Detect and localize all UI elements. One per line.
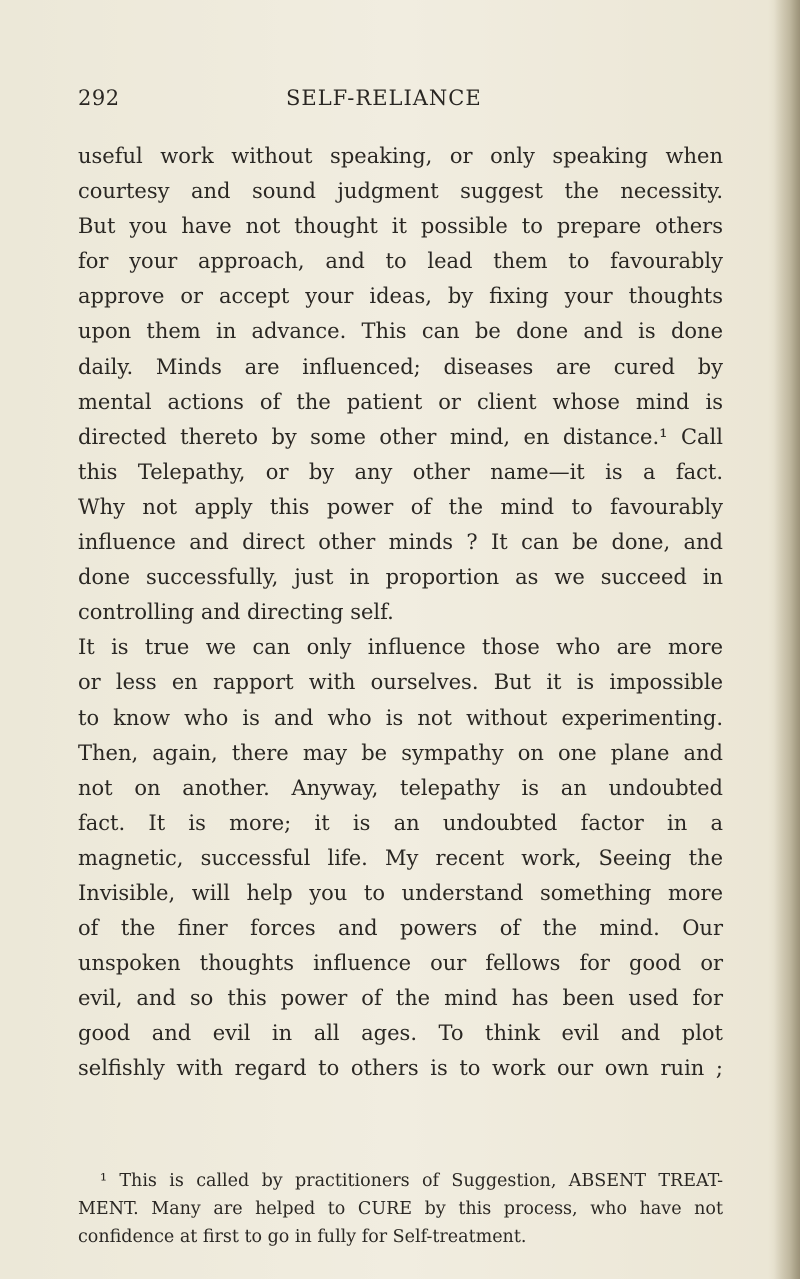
running-head [78,86,718,120]
text-line: for your approach, and to lead them to favourably [78,249,723,274]
text-line: this Telepathy, or by any other name—it is a fact. [78,459,723,484]
text-line: of the finer forces and powers of the mind. Our [78,916,723,941]
text-line: unspoken thoughts influence our fellows for good or [78,951,723,976]
body-text [78,139,723,1087]
text-line: done successfully, just in proportion as we succeed in [78,565,723,590]
text-line: fact. It is more; it is an undoubted factor in a [78,810,723,835]
footnote-line: confidence at first to go in fully for Self-treatment. [78,1227,527,1247]
page-gutter-shadow [774,0,800,1279]
text-line: Invisible, will help you to understand something more [78,880,723,905]
text-line: to know who is and who is not without experimenting. [78,705,723,730]
text-line: good and evil in all ages. To think evil and plot [78,1021,723,1046]
footnote-line: MENT. Many are helped to CURE by this process, who have not [78,1199,723,1219]
text-line: or less en rapport with ourselves. But it is impossible [78,670,723,695]
text-line: approve or accept your ideas, by fixing your thoughts [78,284,723,309]
text-line: evil, and so this power of the mind has been used for [78,986,723,1011]
text-line: upon them in advance. This can be done and is done [78,319,723,344]
text-line: controlling and directing self. [78,600,394,625]
text-line: daily. Minds are influenced; diseases are cured by [78,354,723,379]
text-line: It is true we can only influence those who are more [78,635,723,660]
page-number: 292 [78,86,120,110]
text-line: magnetic, successful life. My recent work, Seeing the [78,845,723,870]
footnote-line: ¹ This is called by practitioners of Suggestion, ABSENT TREAT- [100,1171,723,1191]
header-title: SELF-RELIANCE [286,86,482,110]
text-line: directed thereto by some other mind, en distance.¹ Call [78,424,723,449]
text-line: Then, again, there may be sympathy on one plane and [78,740,723,765]
text-line: not on another. Anyway, telepathy is an undoubted [78,775,723,800]
text-line: Why not apply this power of the mind to favourably [78,494,723,519]
text-line: selfishly with regard to others is to work our own ruin ; [78,1056,723,1081]
text-line: But you have not thought it possible to prepare others [78,214,723,239]
text-line: influence and direct other minds ? It can be done, and [78,530,723,555]
text-line: courtesy and sound judgment suggest the necessity. [78,179,723,204]
footnote [78,1167,723,1251]
text-line: useful work without speaking, or only speaking when [78,144,723,168]
text-line: mental actions of the patient or client whose mind is [78,389,723,414]
